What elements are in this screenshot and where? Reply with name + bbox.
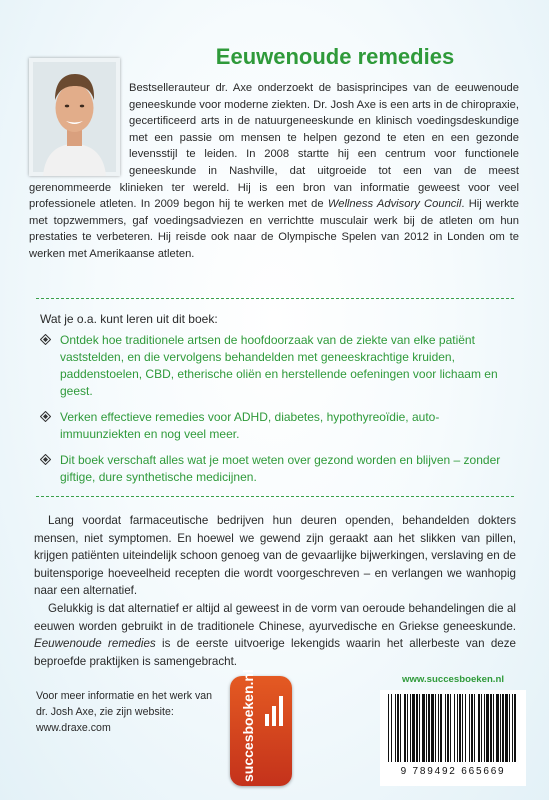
diamond-bullet-icon	[40, 454, 51, 465]
publisher-website: www.succesboeken.nl	[401, 674, 504, 685]
learn-list	[40, 332, 510, 495]
diamond-bullet-icon	[40, 411, 51, 422]
barcode-icon	[386, 694, 520, 764]
author-info: Voor meer informatie en het werk van dr. Josh Axe, zie zijn website: www.draxe.com	[36, 690, 213, 734]
barcode-area	[380, 674, 526, 786]
isbn-number: 9 789492 665669	[400, 766, 506, 777]
book-title: Eeuwenoude remedies	[215, 44, 455, 69]
diamond-bullet-icon	[40, 334, 51, 345]
bar-chart-icon	[264, 688, 284, 728]
list-item: Verken effectieve remedies voor ADHD, diabetes, hypothyreoïdie, autoimmuunziekten en nog veel meer.	[40, 409, 510, 443]
divider-top	[36, 298, 514, 299]
author-bio: Bestsellerauteur dr. Axe onderzoekt de basisprincipes van de eeuwenoude geneeskunde voor moderne ziekten. Dr. Josh Axe is een arts in de chiropraxie, gecertificeerd arts in de natuurgeneeskunde en klinisch voedingsdeskundige met een passie om mensen te helpen gezond te eten en een gezonde levensstijl te leiden. In 2008 startte hij een centrum voor functionele geneeskunde in Nashville, dat uitgroeide tot een van de meest gerenommeerde klinieken ter wereld. Hij is een bron van informatie geweest voor veel professionele atleten. In 2009 begon hij te werken met de Wellness Advisory Council. Hij werkte met topzwemmers, gaf voedingsadviezen en verrichtte musculair werk bij de atleten om hun prestaties te verbeteren. Hij reisde ook naar de Olympische Spelen van 2012 in Londen om te werken met Amerikaanse atleten.	[29, 82, 519, 260]
divider-bottom	[36, 496, 514, 497]
body-text	[34, 512, 516, 670]
body-paragraph-1: Lang voordat farmaceutische bedrijven hun deuren openden, behandelden dokters mensen, niet symptomen. En hoewel we gewend zijn geraakt aan het slikken van pillen, krijgen patiënten uiteindelijk schoon genoeg van de gevaarlijke bijwerkingen, verslaving en de buitensporige hoeveelheid recepten die wordt voorgeschreven – en verlangen we wanhopig naar een alternatief.	[34, 514, 516, 598]
list-item: Dit boek verschaft alles wat je moet weten over gezond worden en blijven – zonder giftige, dure synthetische medicijnen.	[40, 452, 510, 486]
publisher-logo-text: succesboeken.nl	[240, 669, 256, 782]
list-item: Ontdek hoe traditionele artsen de hoofdoorzaak van de ziekte van elke patiënt vaststelden, en die vervolgens behandelden met geneeskrachtige kruiden, paddenstoelen, CBD, etherische oliën en herstellende oefeningen voor lichaam en geest.	[40, 332, 510, 400]
learn-heading: Wat je o.a. kunt leren uit dit boek:	[40, 312, 218, 326]
body-paragraph-2: Gelukkig is dat alternatief er altijd al geweest in de vorm van oeroude behandelingen die al eeuwen worden gebruikt in de traditionele Chinese, ayurvedische en Griekse geneeskunde. Eeuwenoude remedies is de eerste uitvoerige lekengids waarin het allerbeste van deze beproefde praktijken is samengebracht.	[34, 601, 516, 668]
publisher-logo	[230, 669, 292, 786]
